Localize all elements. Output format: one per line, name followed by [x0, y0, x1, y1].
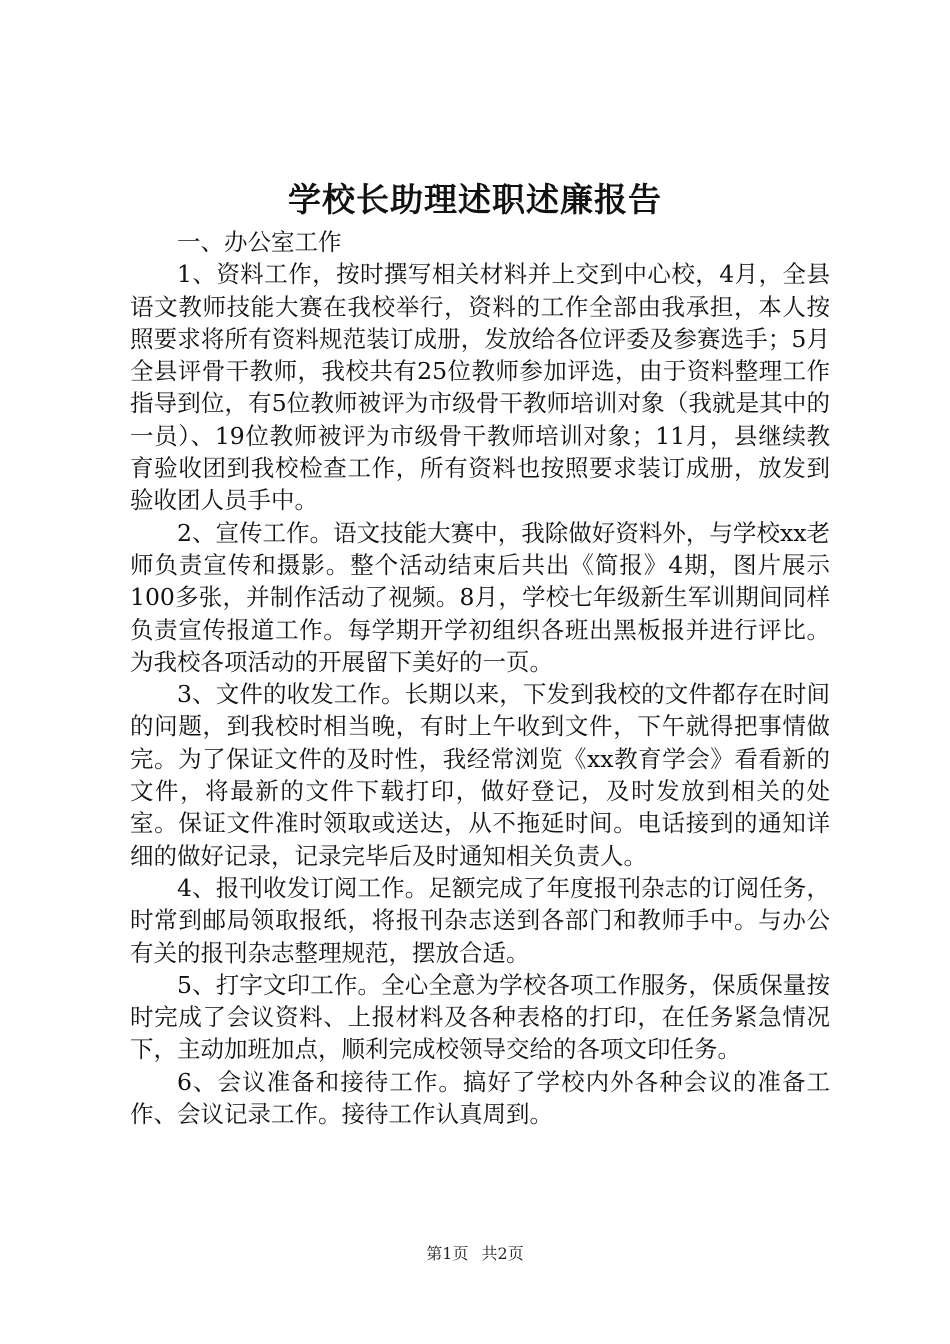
paragraph-item-1: 1、资料工作，按时撰写相关材料并上交到中心校，4月，全县语文教师技能大赛在我校举行，资料的工作全部由我承担，本人按照要求将所有资料规范装订成册，发放给各位评委及参赛选手；5月全县评骨干教师，我校共有25位教师参加评选，由于资料整理工作指导到位，有5位教师被评为市级骨干教师培训对象（我就是其中的一员）、19位教师被评为市级骨干教师培训对象；11月，县继续教育验收团到我校检查工作，所有资料也按照要求装订成册，放发到验收团人员手中。 — [130, 260, 830, 515]
page-footer — [0, 1244, 950, 1264]
paragraph-item-5: 5、打字文印工作。全心全意为学校各项工作服务，保质保量按时完成了会议资料、上报材料及各种表格的打印，在任务紧急情况下，主动加班加点，顺利完成校领导交给的各项文印任务。 — [130, 970, 830, 1064]
page-total: 共2页 — [481, 1244, 524, 1263]
paragraph-item-2: 2、宣传工作。语文技能大赛中，我除做好资料外，与学校xx老师负责宣传和摄影。整个活动结束后共出《简报》4期，图片展示100多张，并制作活动了视频。8月，学校七年级新生军训期间同样负责宣传报道工作。每学期开学初组织各班出黑板报并进行评比。为我校各项活动的开展留下美好的一页。 — [130, 518, 830, 676]
paragraph-item-3: 3、文件的收发工作。长期以来，下发到我校的文件都存在时间的问题，到我校时相当晚，有时上午收到文件，下午就得把事情做完。为了保证文件的及时性，我经常浏览《xx教育学会》看看新的文件，将最新的文件下载打印，做好登记，及时发放到相关的处室。保证文件准时领取或送达，从不拖延时间。电话接到的通知详细的做好记录，记录完毕后及时通知相关负责人。 — [130, 680, 830, 870]
paragraph-item-4: 4、报刊收发订阅工作。足额完成了年度报刊杂志的订阅任务，时常到邮局领取报纸，将报刊杂志送到各部门和教师手中。与办公有关的报刊杂志整理规范，摆放合适。 — [130, 873, 830, 967]
document-title: 学校长助理述职述廉报告 — [288, 180, 662, 219]
document-body — [130, 226, 830, 1130]
page-number: 第1页 — [426, 1244, 469, 1263]
section-heading: 一、办公室工作 — [177, 228, 342, 256]
paragraph-item-6: 6、会议准备和接待工作。搞好了学校内外各种会议的准备工作、会议记录工作。接待工作认真周到。 — [130, 1067, 830, 1129]
